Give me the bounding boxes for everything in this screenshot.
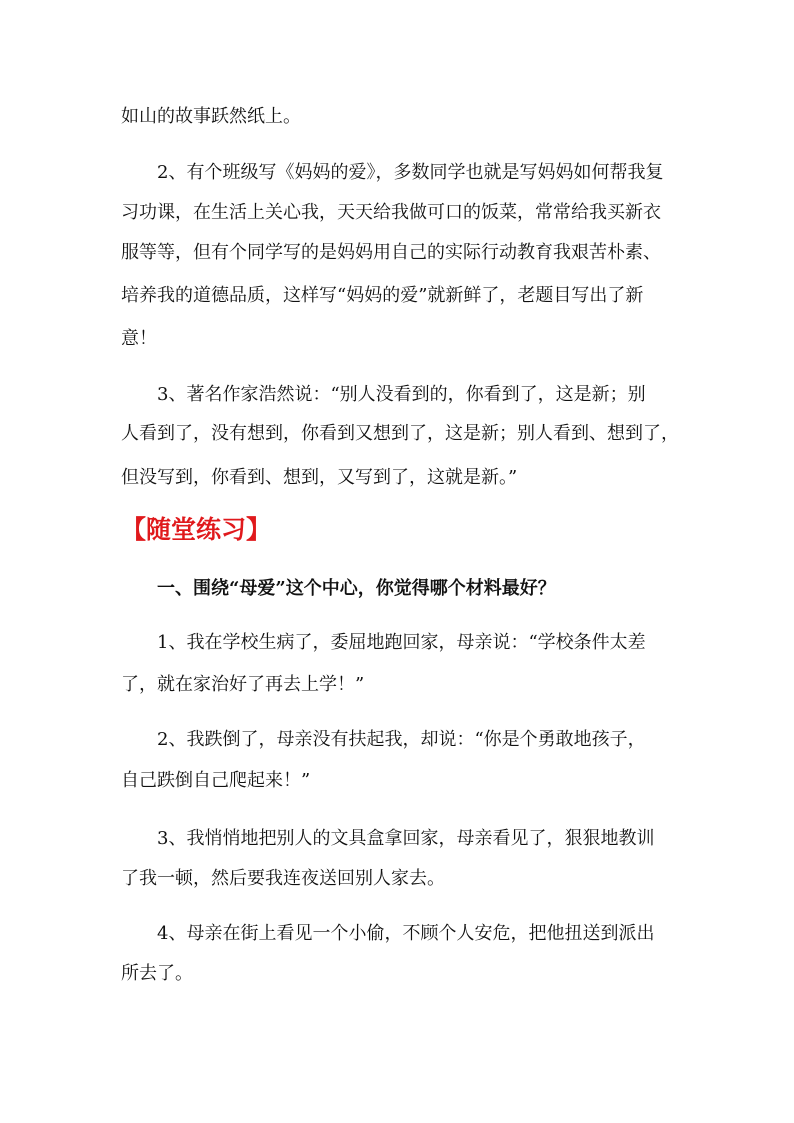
option-4-line-1: 4、母亲在街上看见一个小偷，不顾个人安危，把他扭送到派出 — [157, 923, 655, 944]
paragraph-2-line-4: 培养我的道德品质，这样写“妈妈的爱”就新鲜了，老题目写出了新 — [121, 285, 644, 306]
option-2-line-2: 自己跌倒自己爬起来！” — [121, 770, 311, 791]
paragraph-2-line-3: 服等等，但有个同学写的是妈妈用自己的实际行动教育我艰苦朴素、 — [121, 242, 661, 263]
option-3-line-1: 3、我悄悄地把别人的文具盒拿回家，母亲看见了，狠狠地教训 — [157, 828, 655, 849]
paragraph-3-line-2: 人看到了，没有想到，你看到又想到了，这是新；别人看到、想到了， — [121, 423, 679, 444]
paragraph-2-line-5: 意！ — [121, 328, 157, 349]
paragraph-3-line-3: 但没写到，你看到、想到，又写到了，这就是新。” — [121, 467, 518, 488]
question-text: 一、围绕“母爱”这个中心，你觉得哪个材料最好？ — [157, 578, 556, 599]
option-2-line-1: 2、我跌倒了，母亲没有扶起我，却说：“你是个勇敢地孩子， — [157, 729, 646, 750]
option-1-line-2: 了，就在家治好了再去上学！” — [121, 674, 365, 695]
paragraph-2-line-1: 2、有个班级写《妈妈的爱》，多数同学也就是写妈妈如何帮我复 — [157, 162, 664, 183]
paragraph-3-line-1: 3、著名作家浩然说：“别人没看到的，你看到了，这是新；别 — [157, 384, 646, 405]
section-heading: 【随堂练习】 — [121, 515, 272, 544]
option-4-line-2: 所去了。 — [121, 963, 193, 984]
paragraph-continuation: 如山的故事跃然纸上。 — [121, 106, 301, 127]
option-3-line-2: 了我一顿，然后要我连夜送回别人家去。 — [121, 868, 445, 889]
paragraph-2-line-2: 习功课，在生活上关心我，天天给我做可口的饭菜，常常给我买新衣 — [121, 202, 661, 223]
option-1-line-1: 1、我在学校生病了，委屈地跑回家，母亲说：“学校条件太差 — [157, 632, 646, 653]
